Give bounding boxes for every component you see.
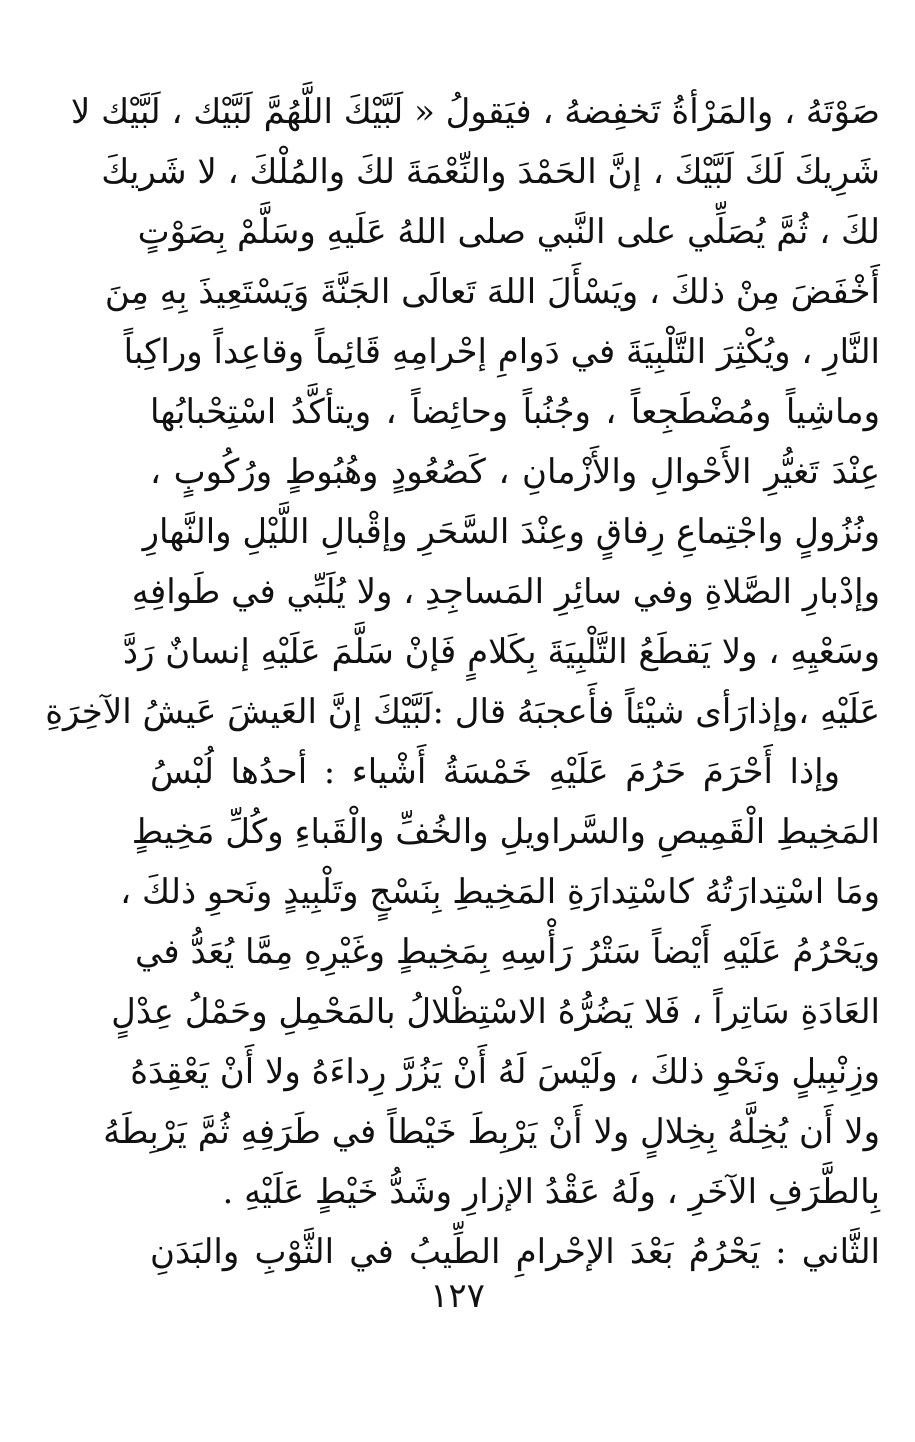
text-line: صَوْتَهُ ، والمَرْأةُ تَخفِضهُ ، فيَقولُ « لَبَّيْكَ اللَّهُمَّ لَبَّيْك ، لَبَّيْك لا	[70, 92, 880, 132]
body-text	[45, 82, 880, 1282]
section-start-line: الثَّاني : يَحْرُمُ بَعْدَ الإحْرامِ الطِّيبُ في الثَّوْبِ والبَدَنِ	[150, 1232, 880, 1272]
text-line: المَخِيطِ الْقَمِيصِ والسَّراويلِ والخُفِّ والْقَباءِ وكُلِّ مَخِيطٍ	[131, 812, 880, 852]
page-number: ١٢٧	[430, 1276, 485, 1316]
text-line: النَّارِ ، ويُكْثِرَ التَّلْبِيَةَ في دَوامِ إحْرامِهِ قَائِماً وقاعِداً وراكِباً	[123, 332, 880, 372]
text-line: العَادَةِ سَاتِراً ، فَلا يَضُرُّهُ الاسْتِظْلالُ بالمَحْمِلِ وحَمْلُ عِدْلٍ	[111, 992, 880, 1032]
text-line: لكَ ، ثُمَّ يُصَلِّي على النَّبي صلى اللهُ عَلَيهِ وسَلَّمْ بِصَوْتٍ	[137, 212, 880, 252]
paragraph-start-line: وإذا أَحْرَمَ حَرُمَ عَلَيْهِ خَمْسَةُ أَشْياء : أحدُها لُبْسُ	[150, 752, 840, 792]
text-line: ولا أَن يُخِلَّهُ بِخِلالٍ ولا أَنْ يَرْبِطَ خَيْطاً في طَرَفِهِ ثُمَّ يَرْبِطَهُ	[103, 1112, 880, 1152]
text-line: وماشِياً ومُضْطَجِعاً ، وجُنُباً وحائِضاً ، ويتأكَّدُ اسْتِحْبابُها	[150, 392, 880, 432]
text-line: شَرِيكَ لَكَ لَبَّيْكَ ، إنَّ الحَمْدَ والنِّعْمَةَ لكَ والمُلْكَ ، لا شَريكَ	[101, 152, 880, 192]
text-line: عِنْدَ تَغيُّرِ الأَحْوالِ والأَزْمانِ ، كَصُعُودٍ وهُبُوطٍ ورُكُوبٍ ،	[150, 452, 880, 492]
text-line: ومَا اسْتِدارَتُهُ كاسْتِدارَةِ المَخِيطِ بِنَسْجٍ وتَلْبِيدٍ ونَحوِ ذلكَ ،	[120, 872, 880, 912]
text-line: ويَحْرُمُ عَلَيْهِ أَيْضاً سَتْرُ رَأْسِهِ بِمَخِيطٍ وغَيْرِهِ مِمَّا يُعَدُّ في	[135, 932, 880, 972]
paragraph-end-line: بِالطَّرَفِ الآخَرِ ، ولَهُ عَقْدُ الإزارِ وشَدُّ خَيْطٍ عَلَيْهِ .	[222, 1172, 880, 1212]
text-line: عَلَيْهِ ،وإذارَأى شيْئاً فأَعجبَهُ قال :لَبَّيْكَ إنَّ العَيشَ عَيشُ الآخِرَةِ	[45, 692, 880, 732]
text-line: وزِنْبِيلٍ ونَحْوِ ذلكَ ، ولَيْسَ لَهُ أَنْ يَزُرَّ رِداءَهُ ولا أَنْ يَعْقِدَهُ	[130, 1052, 880, 1092]
text-line: ونُزُولٍ واجْتِماعِ رِفاقٍ وعِنْدَ السَّحَرِ وإقْبالِ اللَّيْلِ والنَّهارِ	[142, 512, 880, 552]
text-line: وإدْبارِ الصَّلاةِ وفي سائِرِ المَساجِدِ ، ولا يُلَبِّي في طَوافِهِ	[131, 572, 880, 612]
text-line: وسَعْيِهِ ، ولا يَقطَعُ التَّلْبِيَةَ بِكَلامٍ فَإنْ سَلَّمَ عَلَيْهِ إنسانٌ رَدَّ	[122, 632, 880, 672]
text-line: أَخْفَضَ مِنْ ذلكَ ، ويَسْأَلَ اللهَ تَعالَى الجَنَّةَ وَيَسْتَعِيذَ بِهِ مِنَ	[104, 272, 880, 312]
